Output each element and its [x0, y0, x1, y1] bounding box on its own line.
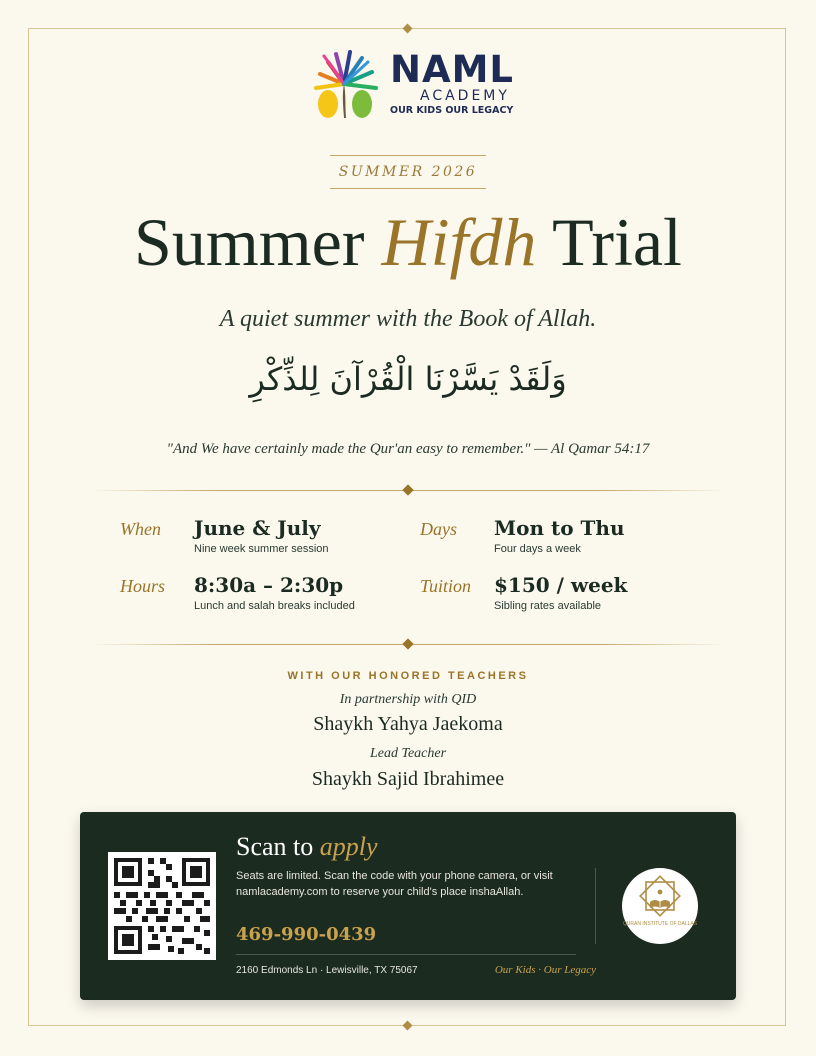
- title-part-1: Summer: [134, 204, 365, 280]
- verse-translation: "And We have certainly made the Qur'an easy to remember." — Al Qamar 54:17: [166, 441, 650, 457]
- days-note: Four days a week: [494, 543, 581, 555]
- page-title: [0, 200, 816, 284]
- teacher-role: In partnership with QID: [339, 692, 477, 707]
- cta-title: [236, 832, 378, 862]
- tuition-value: $150 / week: [494, 573, 628, 597]
- when-note: Nine week summer session: [194, 543, 329, 555]
- partner-name: QURAN INSTITUTE OF DALLAS: [622, 921, 698, 927]
- phone-number[interactable]: 469-990-0439: [236, 924, 377, 945]
- qr-code-icon[interactable]: [108, 852, 216, 960]
- teacher-name: Shaykh Yahya Jaekoma: [313, 713, 503, 735]
- apply-panel: [80, 812, 736, 1000]
- hours-value: 8:30a – 2:30p: [194, 573, 344, 597]
- subtitle: A quiet summer with the Book of Allah.: [219, 306, 597, 332]
- tuition-label: Tuition: [420, 576, 472, 596]
- days-label: Days: [420, 519, 457, 539]
- cta-description: Seats are limited. Scan the code with your phone camera, or visit namlacademy.com to reserve your child's place inshaAllah.: [236, 870, 553, 898]
- logo-brand-name: NAML: [390, 48, 514, 91]
- tuition-note: Sibling rates available: [494, 600, 602, 612]
- days-value: Mon to Thu: [494, 516, 625, 540]
- logo-sub-name: ACADEMY: [420, 88, 510, 104]
- when-value: June & July: [194, 516, 321, 540]
- teacher-role: Lead Teacher: [369, 746, 447, 761]
- hours-label: Hours: [120, 576, 166, 596]
- teachers-heading: WITH OUR HONORED TEACHERS: [287, 670, 529, 682]
- cta-vertical-divider: [595, 868, 596, 944]
- title-accent: Hifdh: [381, 204, 537, 280]
- title-part-2: Trial: [552, 204, 682, 280]
- teacher-name: Shaykh Sajid Ibrahimee: [311, 768, 505, 790]
- hours-note: Lunch and salah breaks included: [194, 600, 355, 612]
- cta-title-start: Scan to: [236, 832, 314, 861]
- cta-divider: [236, 954, 576, 955]
- naml-academy-logo: [306, 48, 516, 122]
- cta-tagline: Our Kids · Our Legacy: [494, 964, 596, 976]
- when-label: When: [120, 519, 161, 539]
- naml-tree-logo-icon: [306, 48, 382, 122]
- address: 2160 Edmonds Ln · Lewisville, TX 75067: [236, 965, 418, 976]
- cta-title-accent: apply: [319, 832, 378, 861]
- arabic-verse: وَلَقَدْ يَسَّرْنَا الْقُرْآنَ لِلذِّكْرِ: [249, 360, 567, 398]
- logo-tagline: OUR KIDS OUR LEGACY: [390, 105, 514, 116]
- quran-institute-badge-icon: [622, 868, 698, 944]
- season-label: SUMMER 2026: [330, 155, 486, 189]
